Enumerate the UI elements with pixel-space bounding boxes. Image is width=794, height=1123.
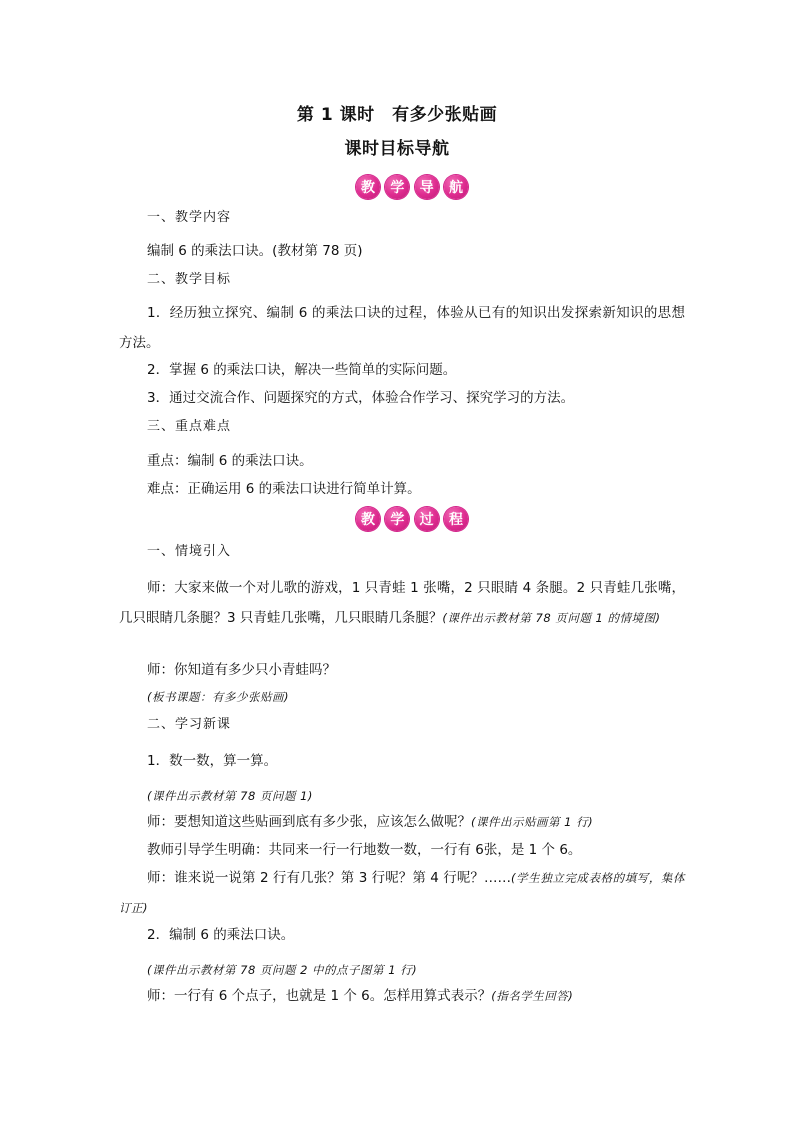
section-heading: 二、学习新课 — [147, 717, 232, 732]
banner-char: 程 — [444, 507, 468, 531]
courseware-note: (课件出示教材第 78 页问题 1) — [147, 789, 313, 803]
question-text: 师：谁来说一说第 2 行有几张？第 3 行呢？第 4 行呢？…… — [147, 870, 511, 886]
banner-char: 学 — [385, 175, 409, 199]
question-text: 师：一行有 6 个点子，也就是 1 个 6。怎样用算式表示？ — [147, 988, 492, 1004]
teacher-question — [147, 813, 593, 831]
teacher-guidance: 教师引导学生明确：共同来一行一行地数一数，一行有 6张，是 1 个 6。 — [147, 842, 582, 858]
step-heading: 1．数一数，算一算。 — [147, 753, 278, 769]
key-point: 重点：编制 6 的乘法口诀。 — [147, 453, 313, 469]
banner-char: 教 — [356, 507, 380, 531]
intro-paragraph — [119, 573, 685, 633]
goal-item: 3．通过交流合作、问题探究的方式，体验合作学习、探究学习的方法。 — [147, 390, 575, 406]
banner-char: 航 — [444, 175, 468, 199]
banner-teaching-guide — [356, 174, 468, 200]
goal-item: 2．掌握 6 的乘法口诀，解决一些简单的实际问题。 — [147, 362, 457, 378]
teacher-question — [147, 987, 573, 1005]
difficulty-point: 难点：正确运用 6 的乘法口诀进行简单计算。 — [147, 481, 421, 497]
lesson-title: 第 1 课时 有多少张贴画 — [296, 105, 498, 125]
banner-char: 过 — [415, 507, 439, 531]
courseware-note: (课件出示教材第 78 页问题 1 的情境图) — [442, 611, 661, 625]
page-subtitle: 课时目标导航 — [344, 139, 450, 159]
teacher-question: 师：你知道有多少只小青蛙吗？ — [147, 662, 336, 678]
banner-char: 教 — [356, 175, 380, 199]
banner-char: 导 — [415, 175, 439, 199]
courseware-note: (课件出示贴画第 1 行) — [471, 815, 594, 829]
goal-item: 1．经历独立探究、编制 6 的乘法口诀的过程，体验从已有的知识出发探索新知识的思想方法。 — [119, 305, 685, 351]
banner-char: 学 — [385, 507, 409, 531]
section-heading: 三、重点难点 — [147, 419, 232, 434]
instruction-note: (指名学生回答) — [491, 989, 574, 1003]
banner-teaching-process — [356, 506, 468, 532]
student-activity-note: (学生独立完成表格的填写，集体订正) — [119, 871, 685, 915]
teacher-question — [119, 863, 685, 923]
board-note: (板书课题：有多少张贴画) — [147, 690, 289, 704]
intro-text: 师：大家来做一个对儿歌的游戏，1 只青蛙 1 张嘴，2 只眼睛 4 条腿。2 只青蛙几张嘴，几只眼睛几条腿？3 只青蛙几张嘴，几只眼睛几条腿？ — [119, 580, 685, 626]
step-heading: 2．编制 6 的乘法口诀。 — [147, 927, 295, 943]
teaching-content: 编制 6 的乘法口诀。(教材第 78 页) — [147, 243, 363, 259]
courseware-note: (课件出示教材第 78 页问题 2 中的点子图第 1 行) — [147, 963, 418, 977]
section-heading: 一、情境引入 — [147, 544, 232, 559]
section-heading: 二、教学目标 — [147, 272, 232, 287]
question-text: 师：要想知道这些贴画到底有多少张，应该怎么做呢？ — [147, 814, 471, 830]
section-heading: 一、教学内容 — [147, 210, 232, 225]
